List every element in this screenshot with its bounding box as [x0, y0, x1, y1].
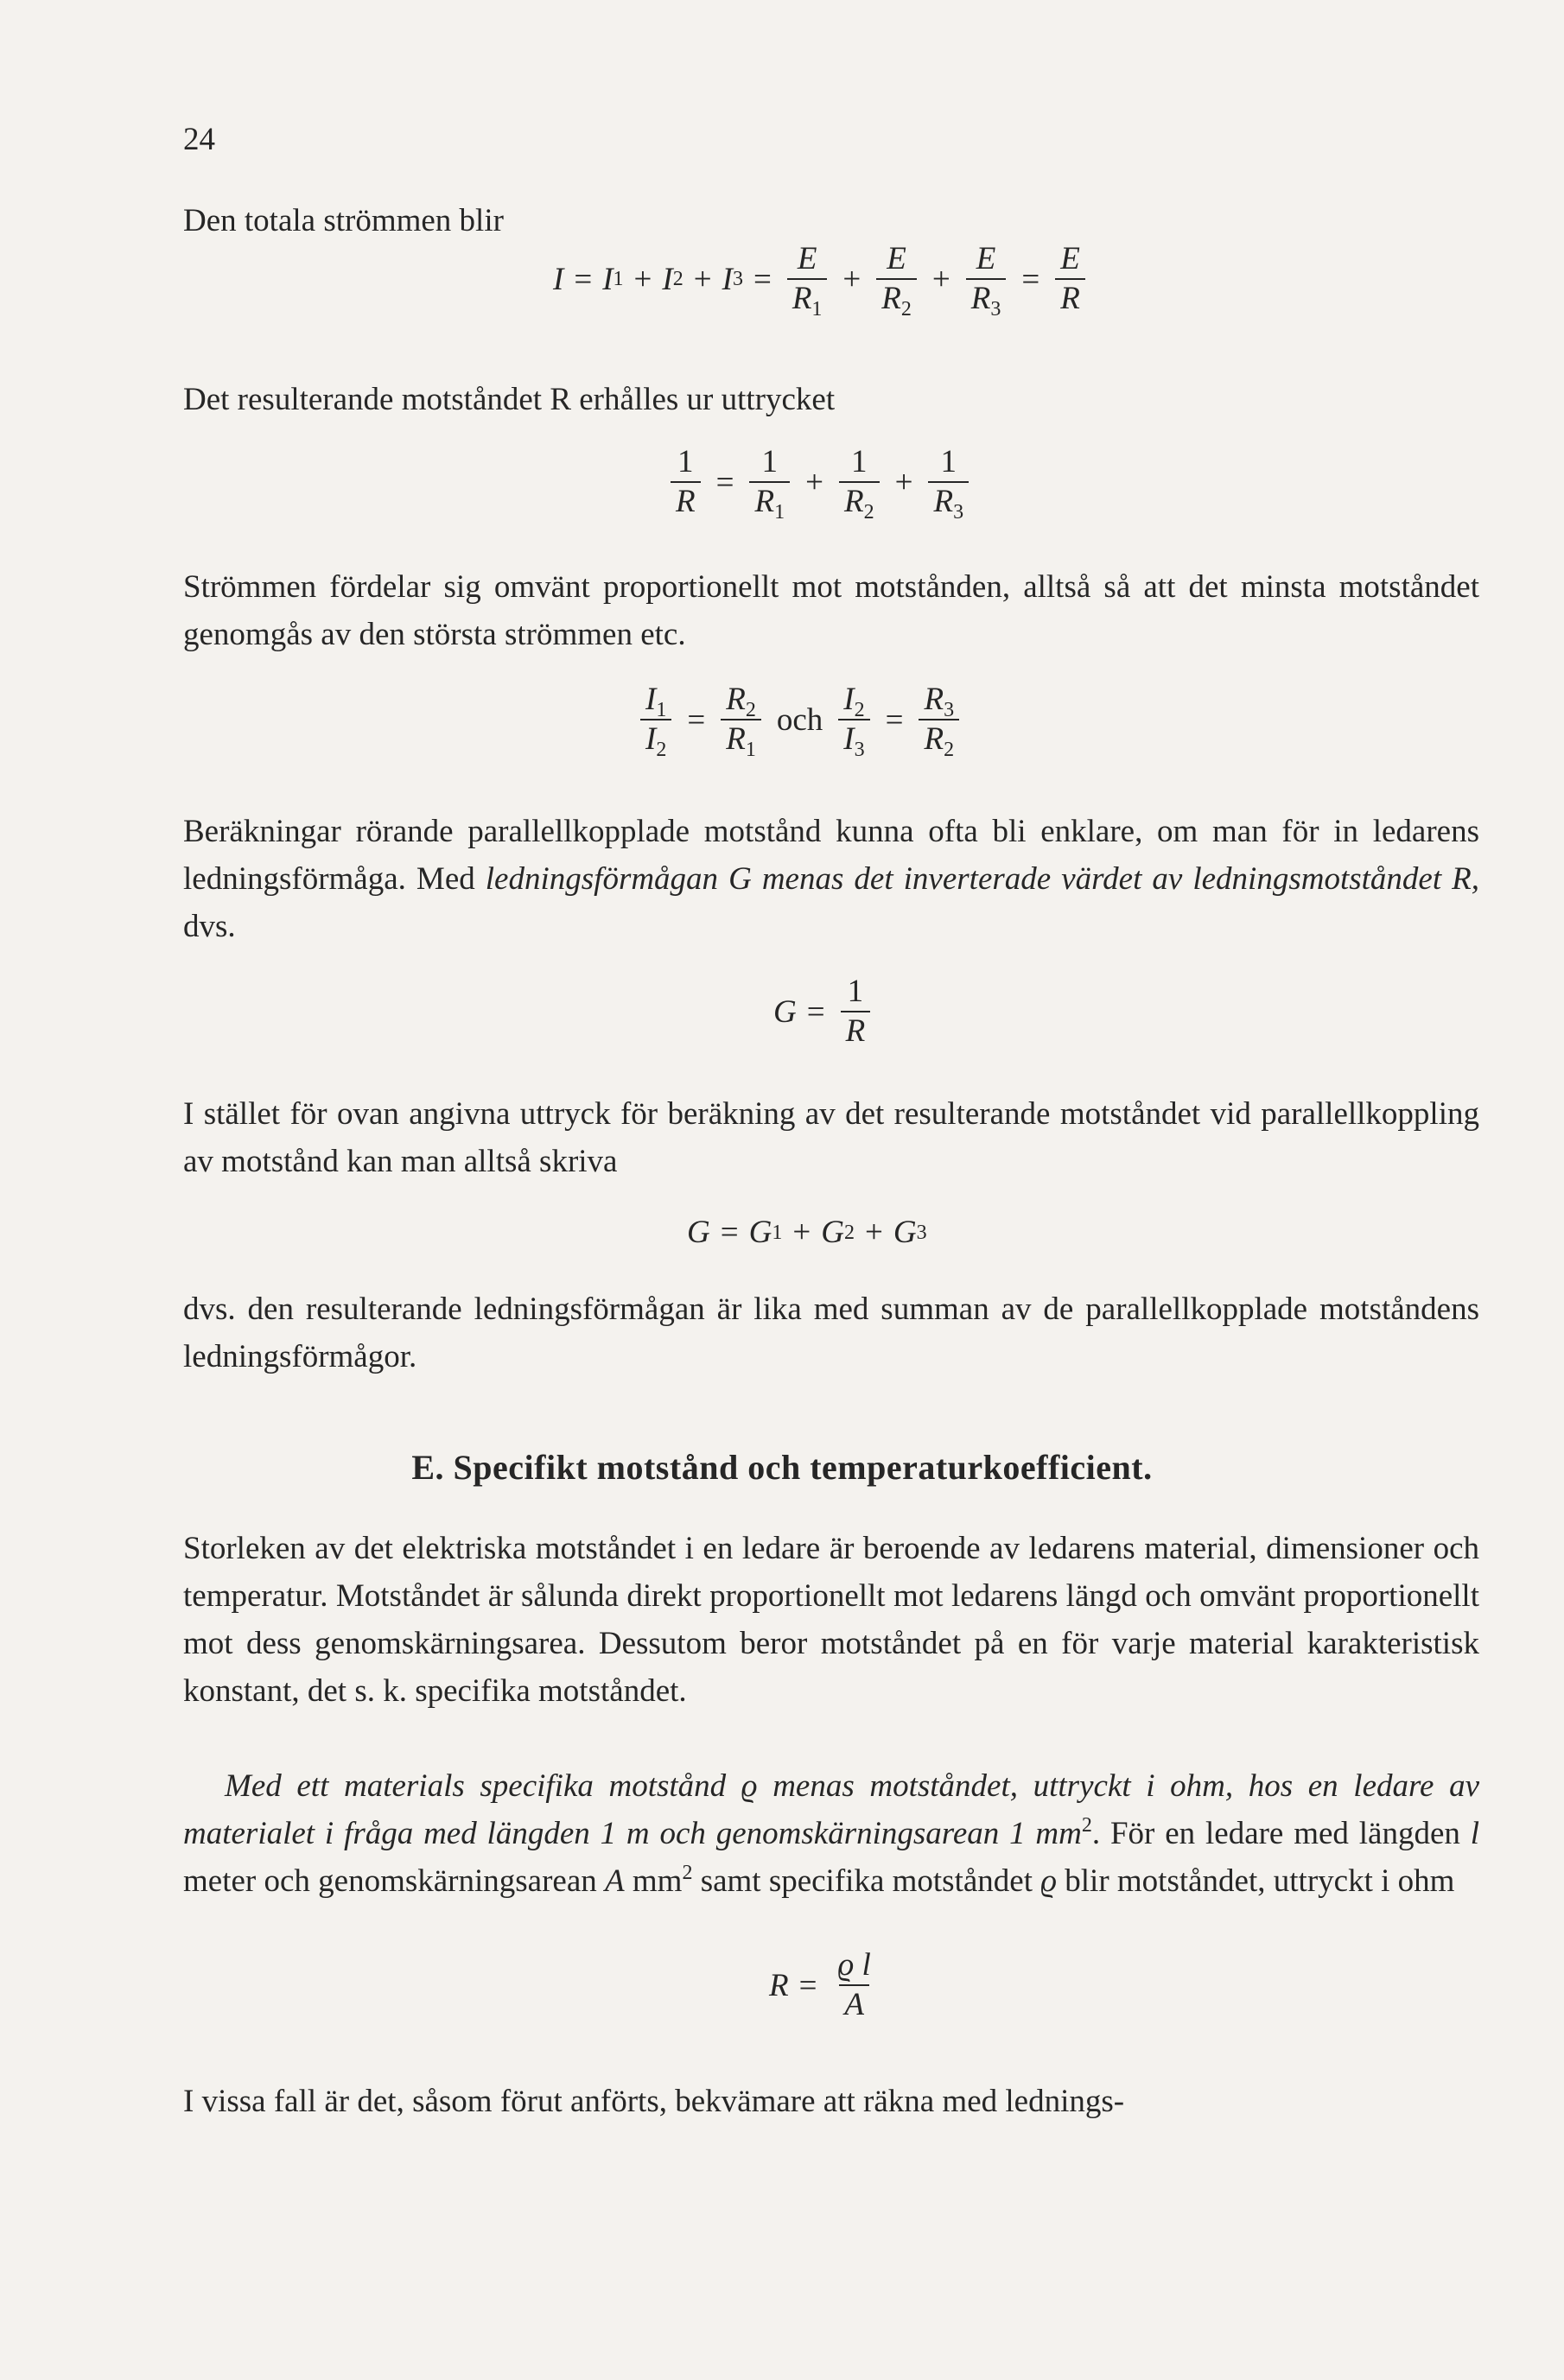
fraction: $\frac{E}{R}$: [1055, 242, 1085, 316]
paragraph-resistance-factors: Storleken av det elektriska motståndet i en ledare är beroende av ledarens material, dimensioner och temperatur. Motståndet är sålunda direkt proportionellt mot ledarens längd och omvänt proportionellt mot dess genomskärningsarea. Dessutom beror motståndet på en för varje material karakteristisk konstant, det s. k. specifika motståndet.: [183, 1531, 1479, 1709]
paragraph-current-distribution: Strömmen fördelar sig omvänt proportionellt mot motstånden, alltså så att det minsta motståndet genomgås av den största strömmen etc.: [183, 569, 1479, 652]
paragraph-intro: Den totala strömmen blir: [183, 203, 504, 238]
equation-total-current: I = I 1 + I 2 + I 3 = $\frac{E}{R_1}$ + $\frac{E}{R_2}$ + $\frac{E}{R_3}$ = $\frac{E}{R}$: [553, 242, 1090, 316]
eq1-lhs: I: [553, 261, 564, 297]
equation-sum-conductance: G = G 1 + G 2 + G 3: [687, 1215, 927, 1250]
paragraph-conductance: Beräkningar rörande parallellkopplade motstånd kunna ofta bli enklare, om man för in ledarens ledningsförmåga. Med ledningsförmågan G menas det inverterade värdet av ledningsmotståndet R, dvs.: [183, 814, 1479, 944]
paragraph-closing: I vissa fall är det, såsom förut anförts, bekvämare att räkna med lednings-: [183, 2084, 1125, 2119]
paragraph-instead: I stället för ovan angivna uttryck för beräkning av det resulterande motståndet vid parallellkoppling av motstånd kan man alltså skriva: [183, 1096, 1479, 1179]
paragraph-resulting-resistance: Det resulterande motståndet R erhålles ur uttrycket: [183, 382, 836, 417]
equation-current-ratios: $\frac{I_1}{I_2}$ = $\frac{R_2}{R_1}$ och $\frac{I_2}{I_3}$ = $\frac{R_3}{R_2}$: [635, 682, 964, 757]
page-number: 24: [183, 122, 215, 157]
section-heading: E. Specifikt motstånd och temperaturkoefficient.: [411, 1448, 1153, 1487]
fraction: $\frac{E}{R_3}$: [966, 242, 1007, 316]
equation-parallel-resistance: $\frac{1}{R}$ = $\frac{1}{R_1}$ + $\frac{1}{R_2}$ + $\frac{1}{R_3}$: [665, 445, 974, 519]
fraction: $\frac{E}{R_1}$: [787, 242, 828, 316]
paragraph-specific-resistance: Med ett materials specifika motstånd ϱ menas motståndet, uttryckt i ohm, hos en ledare av materialet i fråga med längden 1 m och genomskärningsarean 1 $mm^2$. För en ledare med längden l meter och genomskärningsarean A $mm^2$ samt specifika motståndet ϱ blir motståndet, uttryckt i ohm: [183, 1768, 1479, 1899]
fraction: $\frac{E}{R_2}$: [876, 242, 917, 316]
equation-conductance: G = $\frac{1}{R}$: [773, 974, 875, 1049]
equation-resistance-formula: R = $\frac{\text{ϱ l}}{A}$: [769, 1947, 871, 2022]
paragraph-conductance-sum: dvs. den resulterande ledningsförmågan är lika med summan av de parallellkopplade motståndens ledningsförmågor.: [183, 1292, 1479, 1374]
